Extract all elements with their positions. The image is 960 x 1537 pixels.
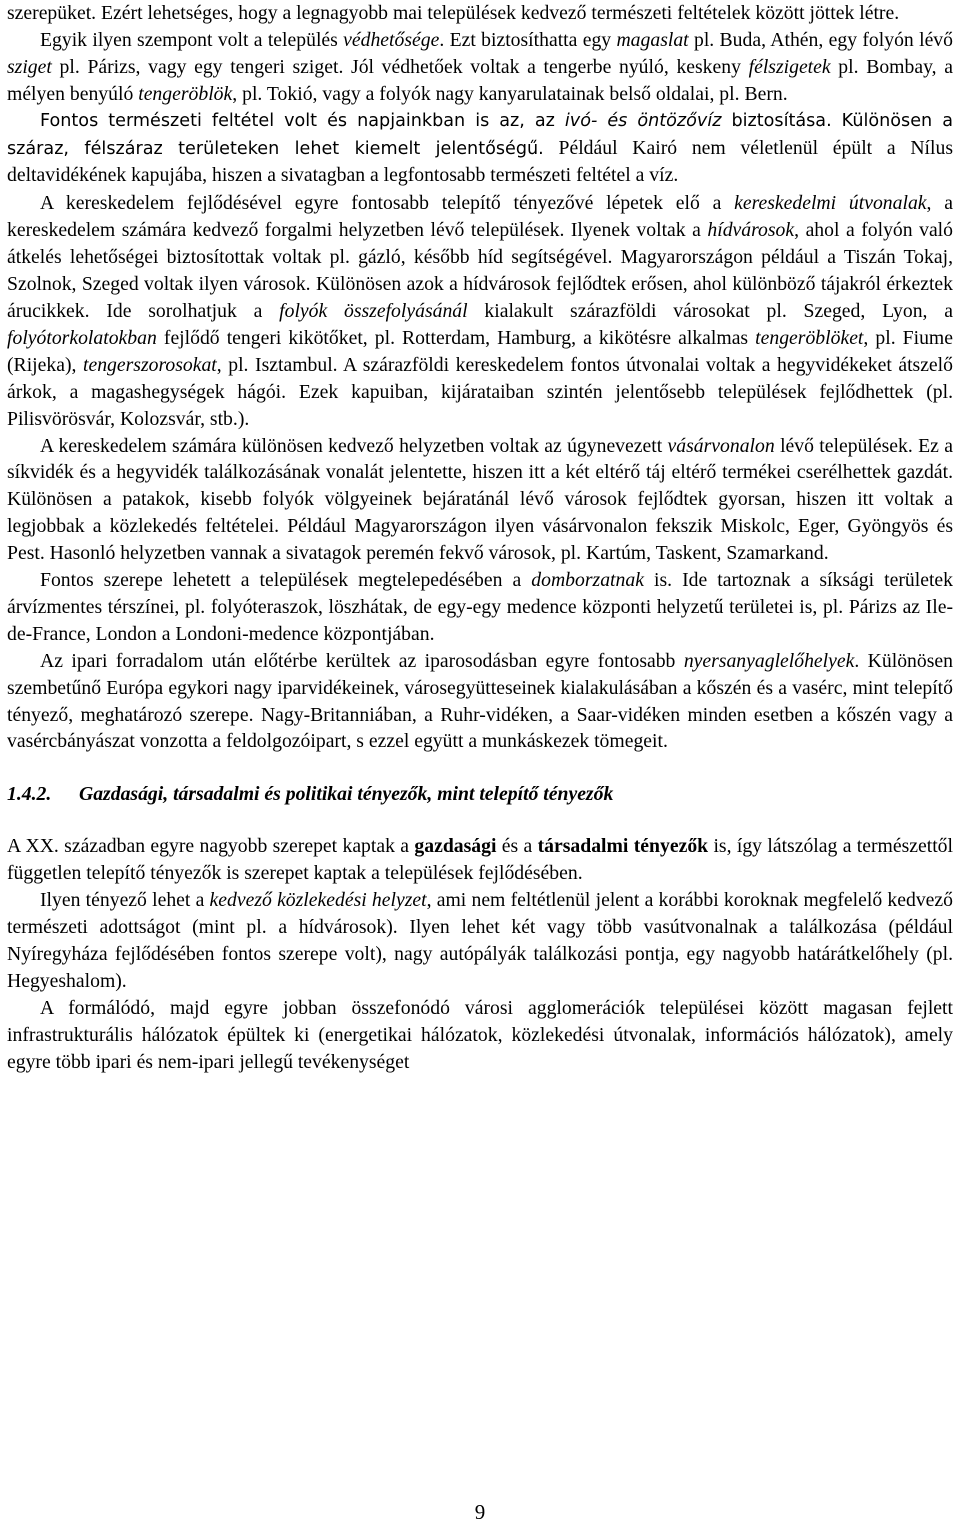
document-page bbox=[7, 0, 953, 1075]
italic-term: ivó- és öntözővíz bbox=[564, 110, 722, 131]
section-number: 1.4.2. bbox=[7, 783, 52, 806]
text-run: , ami nem feltétlenül jelent a korábbi koroknak megfelelő kedvező természeti adottságot (mint pl. a hídvárosok). Ilyen lehet két vagy több vasútvonalnak a találkozása (például Nyíregyháza fejlődésében fontos szerepe volt), nagy autópályák találkozási pontja, egy nagyobb határátkelőhely (pl. Hegyeshalom). bbox=[7, 889, 953, 992]
paragraph-p3 bbox=[7, 108, 953, 191]
text-run: , pl. Fiume (Rijeka), bbox=[7, 326, 953, 376]
section-title: Gazdasági, társadalmi és politikai tényezők, mint telepítő tényezők bbox=[79, 783, 614, 806]
text-run: , a kereskedelem számára kedvező forgalmi helyzetben lévő települések. Ilyenek voltak a bbox=[7, 192, 953, 242]
text-run: és a bbox=[496, 835, 538, 858]
paragraph-p6 bbox=[7, 567, 953, 648]
text-run: pl. Párizs, vagy egy tengeri sziget. Jól védhetőek voltak a tengerbe nyúló, keskeny bbox=[51, 55, 749, 78]
italic-term: félszigetek bbox=[748, 55, 831, 78]
italic-term: folyók összefolyásánál bbox=[279, 299, 468, 322]
text-run: . Ezt biztosíthatta egy bbox=[439, 28, 617, 51]
text-run: A formálódó, majd egyre jobban összefonódó városi agglomerációk települései között magasan fejlett infrastrukturális hálózatok épültek ki (energetikai hálózatok, közlekedési útvonalak, információs hálózatok), amely egyre több ipari és nem-ipari jellegű tevékenységet bbox=[7, 996, 953, 1073]
italic-term: védhetősége bbox=[343, 28, 440, 51]
italic-term: vásárvonalon bbox=[667, 434, 775, 457]
text-run: is, így látszólag a természettől független telepítő tényezők is szerepet kaptak a települések fejlődésében. bbox=[7, 835, 953, 885]
paragraph-p1 bbox=[7, 0, 953, 27]
text-run: is. Ide tartoznak a síksági területek árvízmentes térszínei, pl. folyóteraszok, löszhátak, de egy-egy medence központi helyzetű területei is, pl. Párizs az Ile-de-France, London a Londoni-medence központjában. bbox=[7, 569, 953, 645]
italic-term: tengeröblök bbox=[138, 82, 233, 105]
italic-term: kedvező közlekedési helyzet bbox=[209, 889, 427, 912]
paragraph-p7 bbox=[7, 648, 953, 756]
bold-term: gazdasági bbox=[414, 835, 497, 858]
italic-term: tengeröblöket bbox=[755, 326, 864, 349]
italic-term: nyersanyaglelőhelyek bbox=[683, 649, 855, 672]
text-run: pl. Bombay, a mélyen benyúló bbox=[7, 55, 953, 105]
italic-term: domborzatnak bbox=[531, 569, 644, 592]
text-run: pl. Buda, Athén, egy folyón lévő bbox=[688, 28, 953, 51]
paragraph-p9 bbox=[7, 887, 953, 995]
paragraph-p2 bbox=[7, 27, 953, 108]
text-run: Például Kairó nem véletlenül épült a Nílus deltavidékének kapujába, hiszen a sivatagban a legfontosabb természeti feltétel a víz. bbox=[7, 136, 953, 187]
paragraph-p8 bbox=[7, 833, 953, 887]
bold-term: társadalmi tényezők bbox=[537, 835, 709, 858]
paragraph-p4 bbox=[7, 190, 953, 432]
italic-term: tengerszorosokat bbox=[82, 353, 217, 376]
paragraphs-top bbox=[7, 0, 953, 755]
text-run: Fontos természeti feltétel volt és napjainkban is az, az bbox=[40, 110, 565, 131]
text-run: , pl. Tokió, vagy a folyók nagy kanyarulatainak belső oldalai, pl. Bern. bbox=[232, 82, 788, 105]
italic-term: sziget bbox=[7, 55, 52, 78]
section-heading bbox=[7, 781, 953, 808]
page-number: 9 bbox=[474, 1500, 486, 1524]
text-run: lévő települések. Ez a síkvidék és a hegyvidék találkozásának vonalát jelentette, hiszen itt a két eltérő táj eltérő termékei cserélhettek gazdát. Különösen a patakok, kisebb folyók völgyeinek bejáratánál lévő városok fejlődtek gyorsan, hiszen itt voltak a legjobbak a közlekedés feltételei. Például Magyarországon ilyen vásárvonalon fekszik Miskolc, Eger, Gyöngyös és Pest. Hasonló helyzetben vannak a sivatagok peremén fekvő városok, pl. Kartúm, Taskent, Szamarkand. bbox=[7, 434, 953, 565]
italic-term: kereskedelmi útvonalak bbox=[734, 192, 927, 215]
text-run: Az ipari forradalom után előtérbe kerültek az iparosodásban egyre fontosabb bbox=[40, 649, 684, 672]
italic-term: hídvárosok bbox=[707, 219, 795, 242]
text-run: Fontos szerepe lehetett a települések megtelepedésében a bbox=[40, 569, 532, 592]
text-run: kialakult szárazföldi városokat pl. Szeged, Lyon, a bbox=[467, 299, 953, 322]
text-run: A kereskedelem számára különösen kedvező helyzetben voltak az úgynevezett bbox=[40, 434, 668, 457]
text-run: , ahol a folyón való átkelés lehetőségei biztosítottak voltak pl. gázló, később híd segítségével. Magyarországon például a Tiszán Tokaj, Szolnok, Szeged voltak ilyen városok. Különösen azok a hídvárosok fejlődtek erősen, ahol különböző tájakról érkeztek árucikkek. Ide sorolhatjuk a bbox=[7, 219, 953, 322]
paragraph-p5 bbox=[7, 433, 953, 568]
text-run: biztosítása. Különösen a száraz, félszáraz területeken lehet kiemelt jelentőségű. bbox=[7, 110, 953, 159]
italic-term: folyótorkolatokban bbox=[7, 326, 157, 349]
text-run: Ilyen tényező lehet a bbox=[40, 889, 210, 912]
text-run: szerepüket. Ezért lehetséges, hogy a legnagyobb mai települések kedvező természeti feltételek között jöttek létre. bbox=[7, 2, 900, 24]
paragraphs-bottom bbox=[7, 833, 953, 1075]
text-run: . Különösen szembetűnő Európa egykori nagy iparvidékeinek, városegyütteseinek kialakulásában a kőszén és a vasérc, mint telepítő tényező, meghatározó szerepe. Nagy-Britanniában, a Ruhr-vidéken, a Saar-vidéken minden esetben a kőszén vagy a vasércbányászat vonzotta a feldolgozóipart, s ezzel együtt a munkáskezek tömegeit. bbox=[7, 649, 953, 753]
text-run: Egyik ilyen szempont volt a település bbox=[40, 28, 344, 51]
text-run: A kereskedelem fejlődésével egyre fontosabb telepítő tényezővé lépetek elő a bbox=[40, 192, 735, 215]
text-run: fejlődő tengeri kikötőket, pl. Rotterdam, Hamburg, a kikötésre alkalmas bbox=[156, 326, 756, 349]
text-run: , pl. Isztambul. A szárazföldi kereskedelem fontos útvonalai voltak a hegyvidékeket átszelő árkok, a magashegységek hágói. Ezek kapuiban, kijárataiban szintén jelentősebb települések fejlődhettek (pl. Pilisvörösvár, Kolozsvár, stb.). bbox=[7, 353, 953, 430]
italic-term: magaslat bbox=[616, 28, 689, 51]
paragraph-p10 bbox=[7, 995, 953, 1076]
text-run: A XX. században egyre nagyobb szerepet kaptak a bbox=[7, 835, 415, 858]
